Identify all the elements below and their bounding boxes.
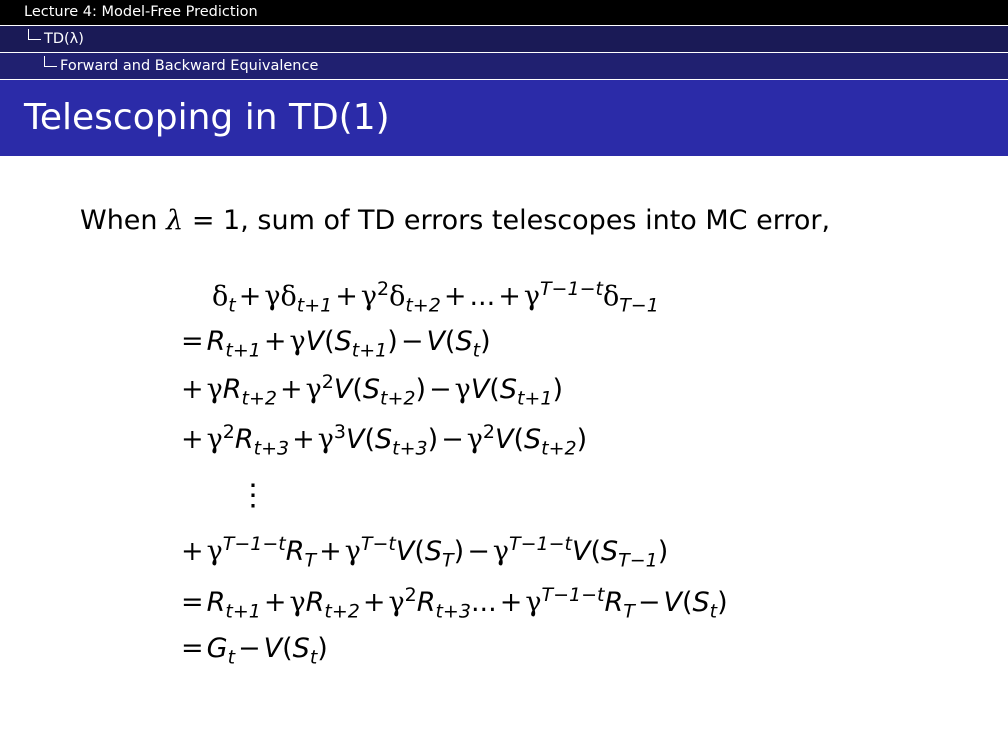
header-subsection[interactable]: Forward and Backward Equivalence [44, 53, 318, 79]
equation-line-4: + $\gamma^2R_{t+3} + \gamma^3V(S_{t+3}) - \gamma^2V(S_{t+2})$ [181, 421, 588, 460]
header-section-bar [0, 26, 1008, 52]
tree-branch-icon [44, 56, 57, 67]
equation-line-7: = $G_t - V(S_t)$ [181, 633, 328, 669]
equation-line-1: $\delta_t + \gamma\delta_{t+1} + \gamma^2\delta_{t+2}$ + ... + $\gamma^{T-1-t}\delta_{T-1}$ [212, 278, 659, 317]
vertical-ellipsis: ⋮ [238, 478, 268, 513]
slide-title: Telescoping in TD(1) [24, 97, 390, 138]
header-section[interactable]: TD(λ) [28, 26, 84, 52]
equation-line-6: = $R_{t+1} + \gamma R_{t+2} + \gamma^2R_{t+3}$... + $\gamma^{T-1-t}R_T - V(S_t)$ [181, 584, 728, 623]
intro-text: When λ = 1, sum of TD errors telescopes into MC error, [80, 205, 831, 236]
title-bar [0, 80, 1008, 156]
header-lecture[interactable]: Lecture 4: Model-Free Prediction [24, 4, 258, 20]
header-subsection-bar [0, 53, 1008, 79]
header-lecture-bar [0, 0, 1008, 25]
tree-branch-icon [28, 29, 41, 40]
equation-line-5: + $\gamma^{T-1-t}R_T + \gamma^{T-t}V(S_T) - \gamma^{T-1-t}V(S_{T-1})$ [181, 533, 669, 572]
equation-line-2: = $R_{t+1} + \gamma V(S_{t+1}) - V(S_t)$ [181, 326, 491, 362]
equation-line-3: + $\gamma R_{t+2} + \gamma^2V(S_{t+2}) - \gamma V(S_{t+1})$ [181, 371, 563, 410]
